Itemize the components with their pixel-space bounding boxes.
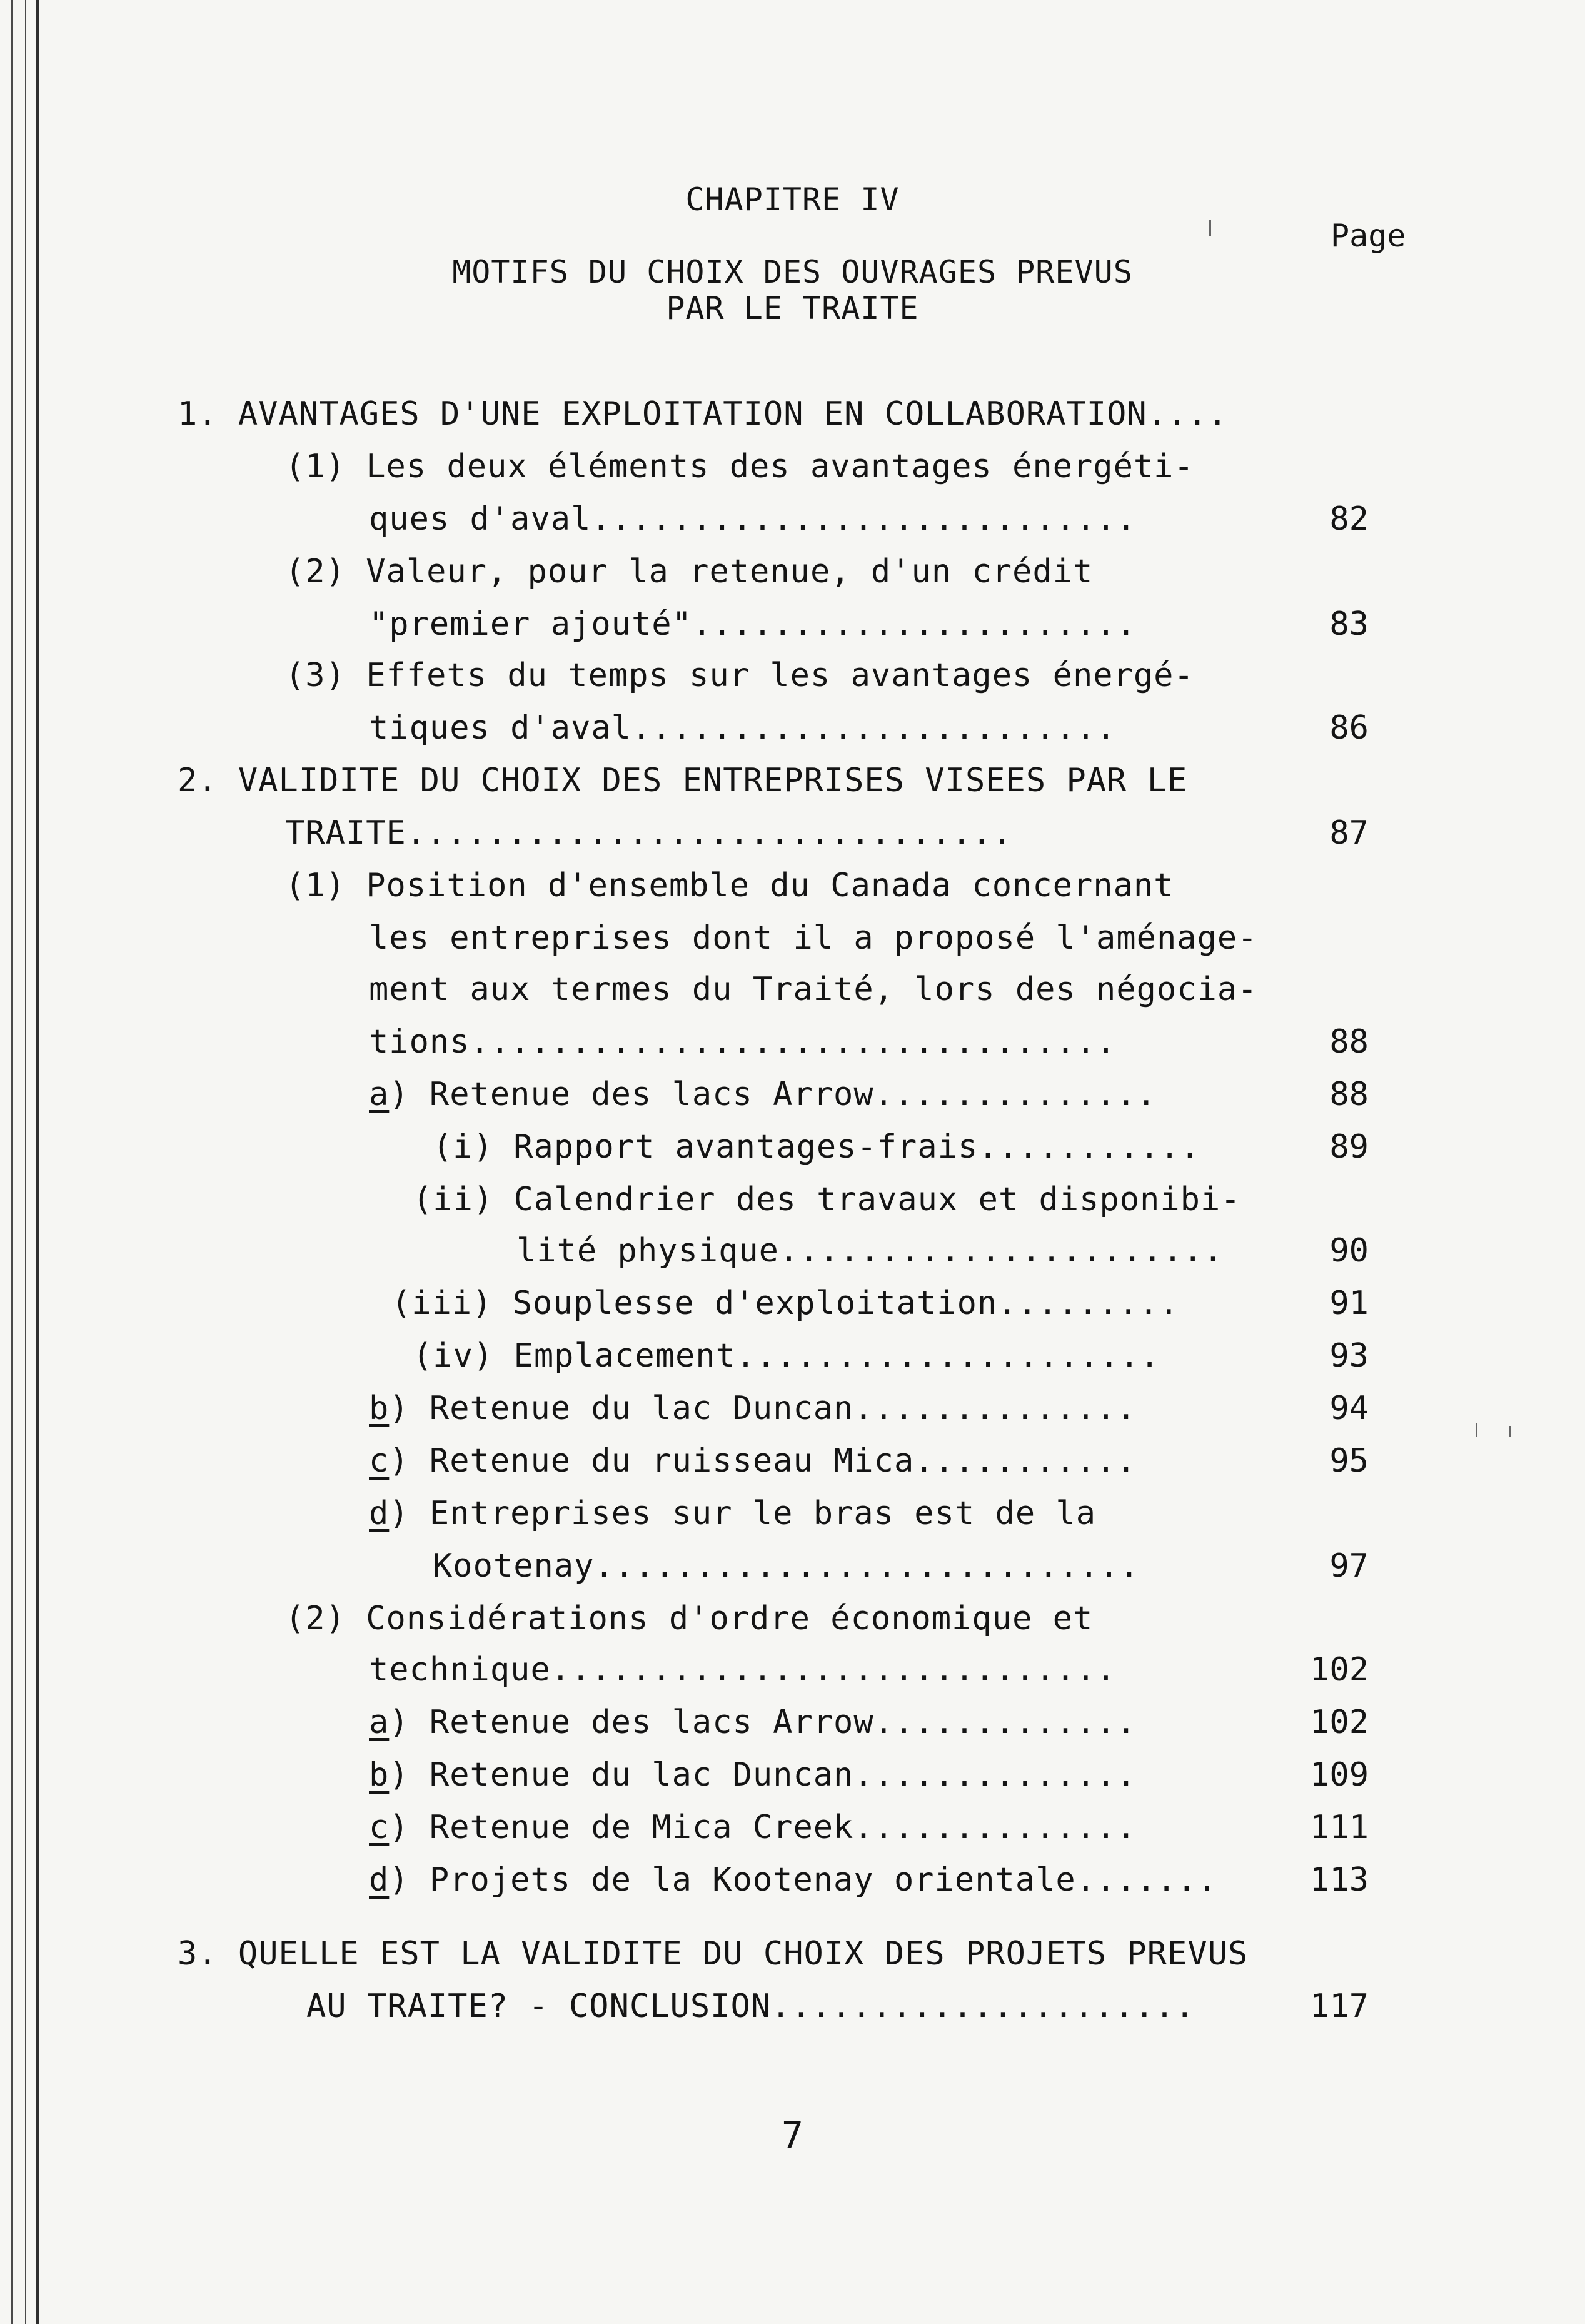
page-column-header: Page <box>1331 218 1406 254</box>
toc-item-letter: d <box>369 1861 390 1899</box>
page-folio: 7 <box>782 2114 803 2156</box>
binding-edge-line <box>36 0 39 2324</box>
chapter-heading: CHAPITRE IV <box>685 181 900 218</box>
toc-entry: (ii) Calendrier des travaux et disponibi- <box>413 1181 1241 1218</box>
toc-item-text: ) Retenue des lacs Arrow............. <box>389 1704 1137 1741</box>
toc-entry <box>369 1809 1137 1846</box>
toc-entry <box>369 1495 1096 1532</box>
toc-item-letter: d <box>369 1495 390 1532</box>
toc-item-letter: c <box>369 1442 390 1480</box>
toc-item-text: ) Retenue du lac Duncan.............. <box>389 1390 1137 1427</box>
toc-section-2: 2. VALIDITE DU CHOIX DES ENTREPRISES VISEES PAR LE <box>178 762 1188 799</box>
toc-entry: (1) Les deux éléments des avantages énergéti- <box>285 448 1194 485</box>
toc-page-number: 109 <box>1310 1756 1369 1794</box>
toc-entry: les entreprises dont il a proposé l'aménage- <box>369 919 1258 957</box>
toc-entry <box>369 1442 1137 1480</box>
toc-entry: tiques d'aval........................ <box>369 709 1117 747</box>
toc-item-letter: c <box>369 1809 390 1846</box>
toc-entry <box>369 1861 1217 1899</box>
toc-item-letter: b <box>369 1390 390 1427</box>
toc-page-number: 102 <box>1310 1704 1369 1741</box>
toc-entry: (iii) Souplesse d'exploitation......... <box>391 1285 1179 1322</box>
toc-entry: (2) Considérations d'ordre économique et <box>285 1600 1094 1637</box>
chapter-title-line-2: PAR LE TRAITE <box>666 290 919 326</box>
toc-page-number: 93 <box>1329 1337 1369 1375</box>
toc-entry: tions................................ <box>369 1023 1117 1061</box>
scan-speck <box>1209 220 1211 236</box>
toc-item-text: ) Entreprises sur le bras est de la <box>389 1495 1097 1532</box>
toc-section-1: 1. AVANTAGES D'UNE EXPLOITATION EN COLLABORATION.... <box>178 395 1228 433</box>
toc-page-number: 86 <box>1329 709 1369 747</box>
toc-entry <box>369 1390 1137 1427</box>
toc-page-number: 83 <box>1329 605 1369 643</box>
toc-page-number: 90 <box>1329 1232 1369 1270</box>
toc-entry: (3) Effets du temps sur les avantages énergé- <box>285 657 1194 694</box>
toc-entry: "premier ajouté"...................... <box>369 605 1137 643</box>
toc-page-number: 95 <box>1329 1442 1369 1480</box>
chapter-title-line-1: MOTIFS DU CHOIX DES OUVRAGES PREVUS <box>452 254 1133 290</box>
toc-page-number: 111 <box>1310 1809 1369 1846</box>
toc-entry: TRAITE.............................. <box>285 814 1013 852</box>
toc-page-number: 88 <box>1329 1023 1369 1061</box>
toc-entry: (iv) Emplacement..................... <box>413 1337 1160 1375</box>
toc-entry: lité physique...................... <box>516 1232 1224 1270</box>
toc-item-letter: a <box>369 1704 390 1741</box>
toc-entry: AU TRAITE? - CONCLUSION..................... <box>306 1988 1195 2025</box>
toc-entry: ques d'aval........................... <box>369 500 1137 538</box>
toc-item-text: ) Retenue du ruisseau Mica........... <box>389 1442 1137 1480</box>
toc-page-number: 117 <box>1310 1988 1369 2025</box>
toc-page-number: 87 <box>1329 814 1369 852</box>
toc-entry: (2) Valeur, pour la retenue, d'un crédit <box>285 553 1094 590</box>
toc-page-number: 94 <box>1329 1390 1369 1427</box>
scan-speck <box>1509 1426 1511 1437</box>
toc-entry: (1) Position d'ensemble du Canada concernant <box>285 867 1174 904</box>
toc-page-number: 91 <box>1329 1285 1369 1322</box>
toc-entry <box>369 1076 1157 1113</box>
toc-item-text: ) Projets de la Kootenay orientale....... <box>389 1861 1217 1899</box>
toc-entry: (i) Rapport avantages-frais........... <box>433 1128 1200 1166</box>
toc-item-text: ) Retenue du lac Duncan.............. <box>389 1756 1137 1794</box>
toc-entry: technique............................ <box>369 1651 1117 1689</box>
binding-edge-line <box>11 0 13 2324</box>
toc-page-number: 88 <box>1329 1076 1369 1113</box>
toc-item-text: ) Retenue de Mica Creek.............. <box>389 1809 1137 1846</box>
toc-page-number: 89 <box>1329 1128 1369 1166</box>
toc-entry <box>369 1756 1137 1794</box>
scan-speck <box>1476 1423 1477 1437</box>
toc-page-number: 82 <box>1329 500 1369 538</box>
toc-entry <box>369 1704 1137 1741</box>
toc-item-letter: b <box>369 1756 390 1794</box>
binding-edge-line <box>25 0 26 2324</box>
toc-page-number: 97 <box>1329 1547 1369 1585</box>
toc-item-text: ) Retenue des lacs Arrow.............. <box>389 1076 1157 1113</box>
toc-page-number: 102 <box>1310 1651 1369 1689</box>
toc-page-number: 113 <box>1310 1861 1369 1899</box>
toc-section-3: 3. QUELLE EST LA VALIDITE DU CHOIX DES PROJETS PREVUS <box>178 1935 1249 1973</box>
toc-entry: Kootenay........................... <box>433 1547 1140 1585</box>
toc-item-letter: a <box>369 1076 390 1113</box>
toc-entry: ment aux termes du Traité, lors des négocia- <box>369 971 1258 1008</box>
